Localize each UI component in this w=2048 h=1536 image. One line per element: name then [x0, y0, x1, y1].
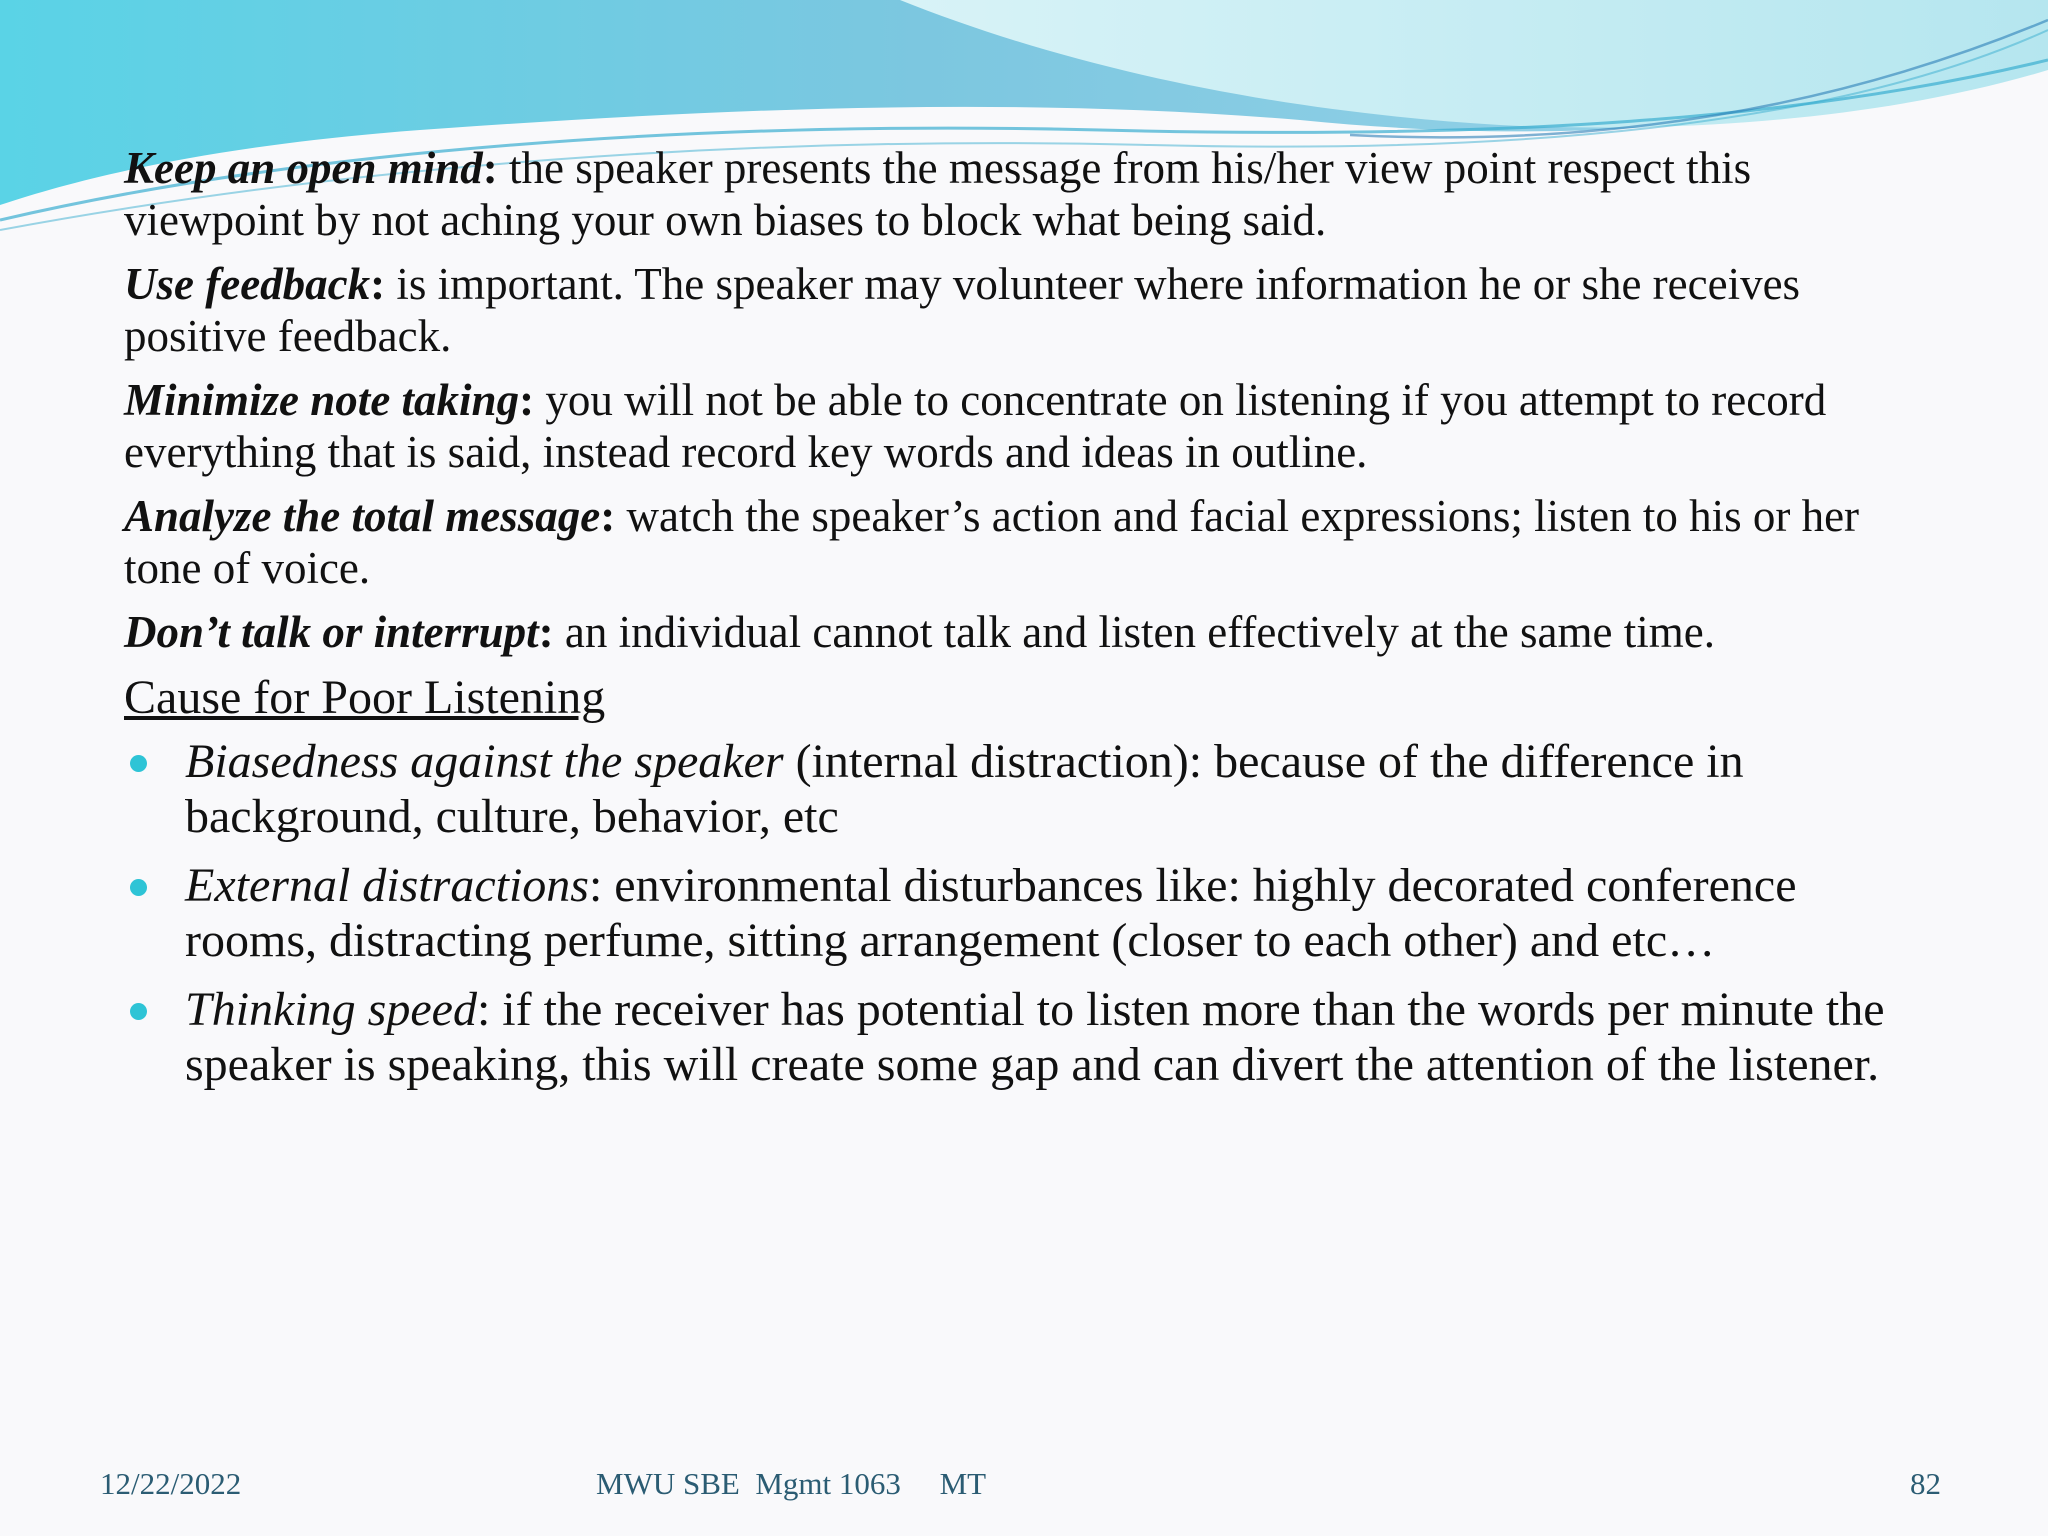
term-label: Don’t talk or interrupt [124, 607, 539, 657]
bullet-item [124, 734, 1924, 844]
paragraph-dont-interrupt: Don’t talk or interrupt: an individual cannot talk and listen effectively at the same time. [124, 607, 1715, 657]
paragraph-text: the speaker presents the message from his/her view point respect this viewpoint by not aching your own biases to block what being said. [124, 143, 1752, 245]
paragraph-total-message: Analyze the total message: watch the speaker’s action and facial expressions; listen to his or her tone of voice. [124, 491, 1860, 593]
paragraph-note-taking: Minimize note taking: you will not be able to concentrate on listening if you attempt to record everything that is said, instead record key words and ideas in outline. [124, 375, 1827, 477]
slide-content [124, 142, 1924, 1106]
bullet-term: Biasedness against the speaker [185, 735, 784, 788]
bullet-term: Thinking speed [185, 983, 477, 1036]
footer-course: MWU SBE Mgmt 1063 MT [596, 1466, 987, 1501]
paragraph-text: an individual cannot talk and listen effectively at the same time. [553, 607, 1715, 657]
footer-page-number: 82 [1910, 1466, 1941, 1501]
term-label: Use feedback [124, 259, 371, 309]
bullet-list [124, 734, 1924, 1092]
bullet-text: (internal distraction): because of the difference in background, culture, behavior, etc [185, 735, 1744, 843]
paragraph-open-mind: Keep an open mind: the speaker presents the message from his/her view point respect this viewpoint by not aching your own biases to block what being said. [124, 143, 1752, 245]
bullet-text: : if the receiver has potential to listen more than the words per minute the speaker is speaking, this will create some gap and can divert the attention of the listener. [185, 983, 1885, 1091]
term-label: Keep an open mind [124, 143, 483, 193]
section-heading: Cause for Poor Listening [124, 671, 606, 724]
paragraph-feedback: Use feedback: is important. The speaker may volunteer where information he or she receives positive feedback. [124, 259, 1801, 361]
bullet-term: External distractions [185, 859, 589, 912]
bullet-item [124, 982, 1924, 1092]
term-label: Analyze the total message [124, 491, 601, 541]
bullet-dot-icon [130, 1003, 147, 1020]
bullet-text: : environmental disturbances like: highly decorated conference rooms, distracting perfume, sitting arrangement (closer to each other) and etc… [185, 859, 1797, 967]
bullet-item [124, 858, 1924, 968]
paragraph-text: you will not be able to concentrate on listening if you attempt to record everything that is said, instead record key words and ideas in outline. [124, 375, 1827, 477]
footer-date: 12/22/2022 [100, 1466, 242, 1501]
paragraph-text: watch the speaker’s action and facial expressions; listen to his or her tone of voice. [124, 491, 1860, 593]
bullet-dot-icon [130, 755, 147, 772]
term-label: Minimize note taking [124, 375, 520, 425]
paragraph-text: is important. The speaker may volunteer where information he or she receives positive feedback. [124, 259, 1801, 361]
bullet-dot-icon [130, 879, 147, 896]
